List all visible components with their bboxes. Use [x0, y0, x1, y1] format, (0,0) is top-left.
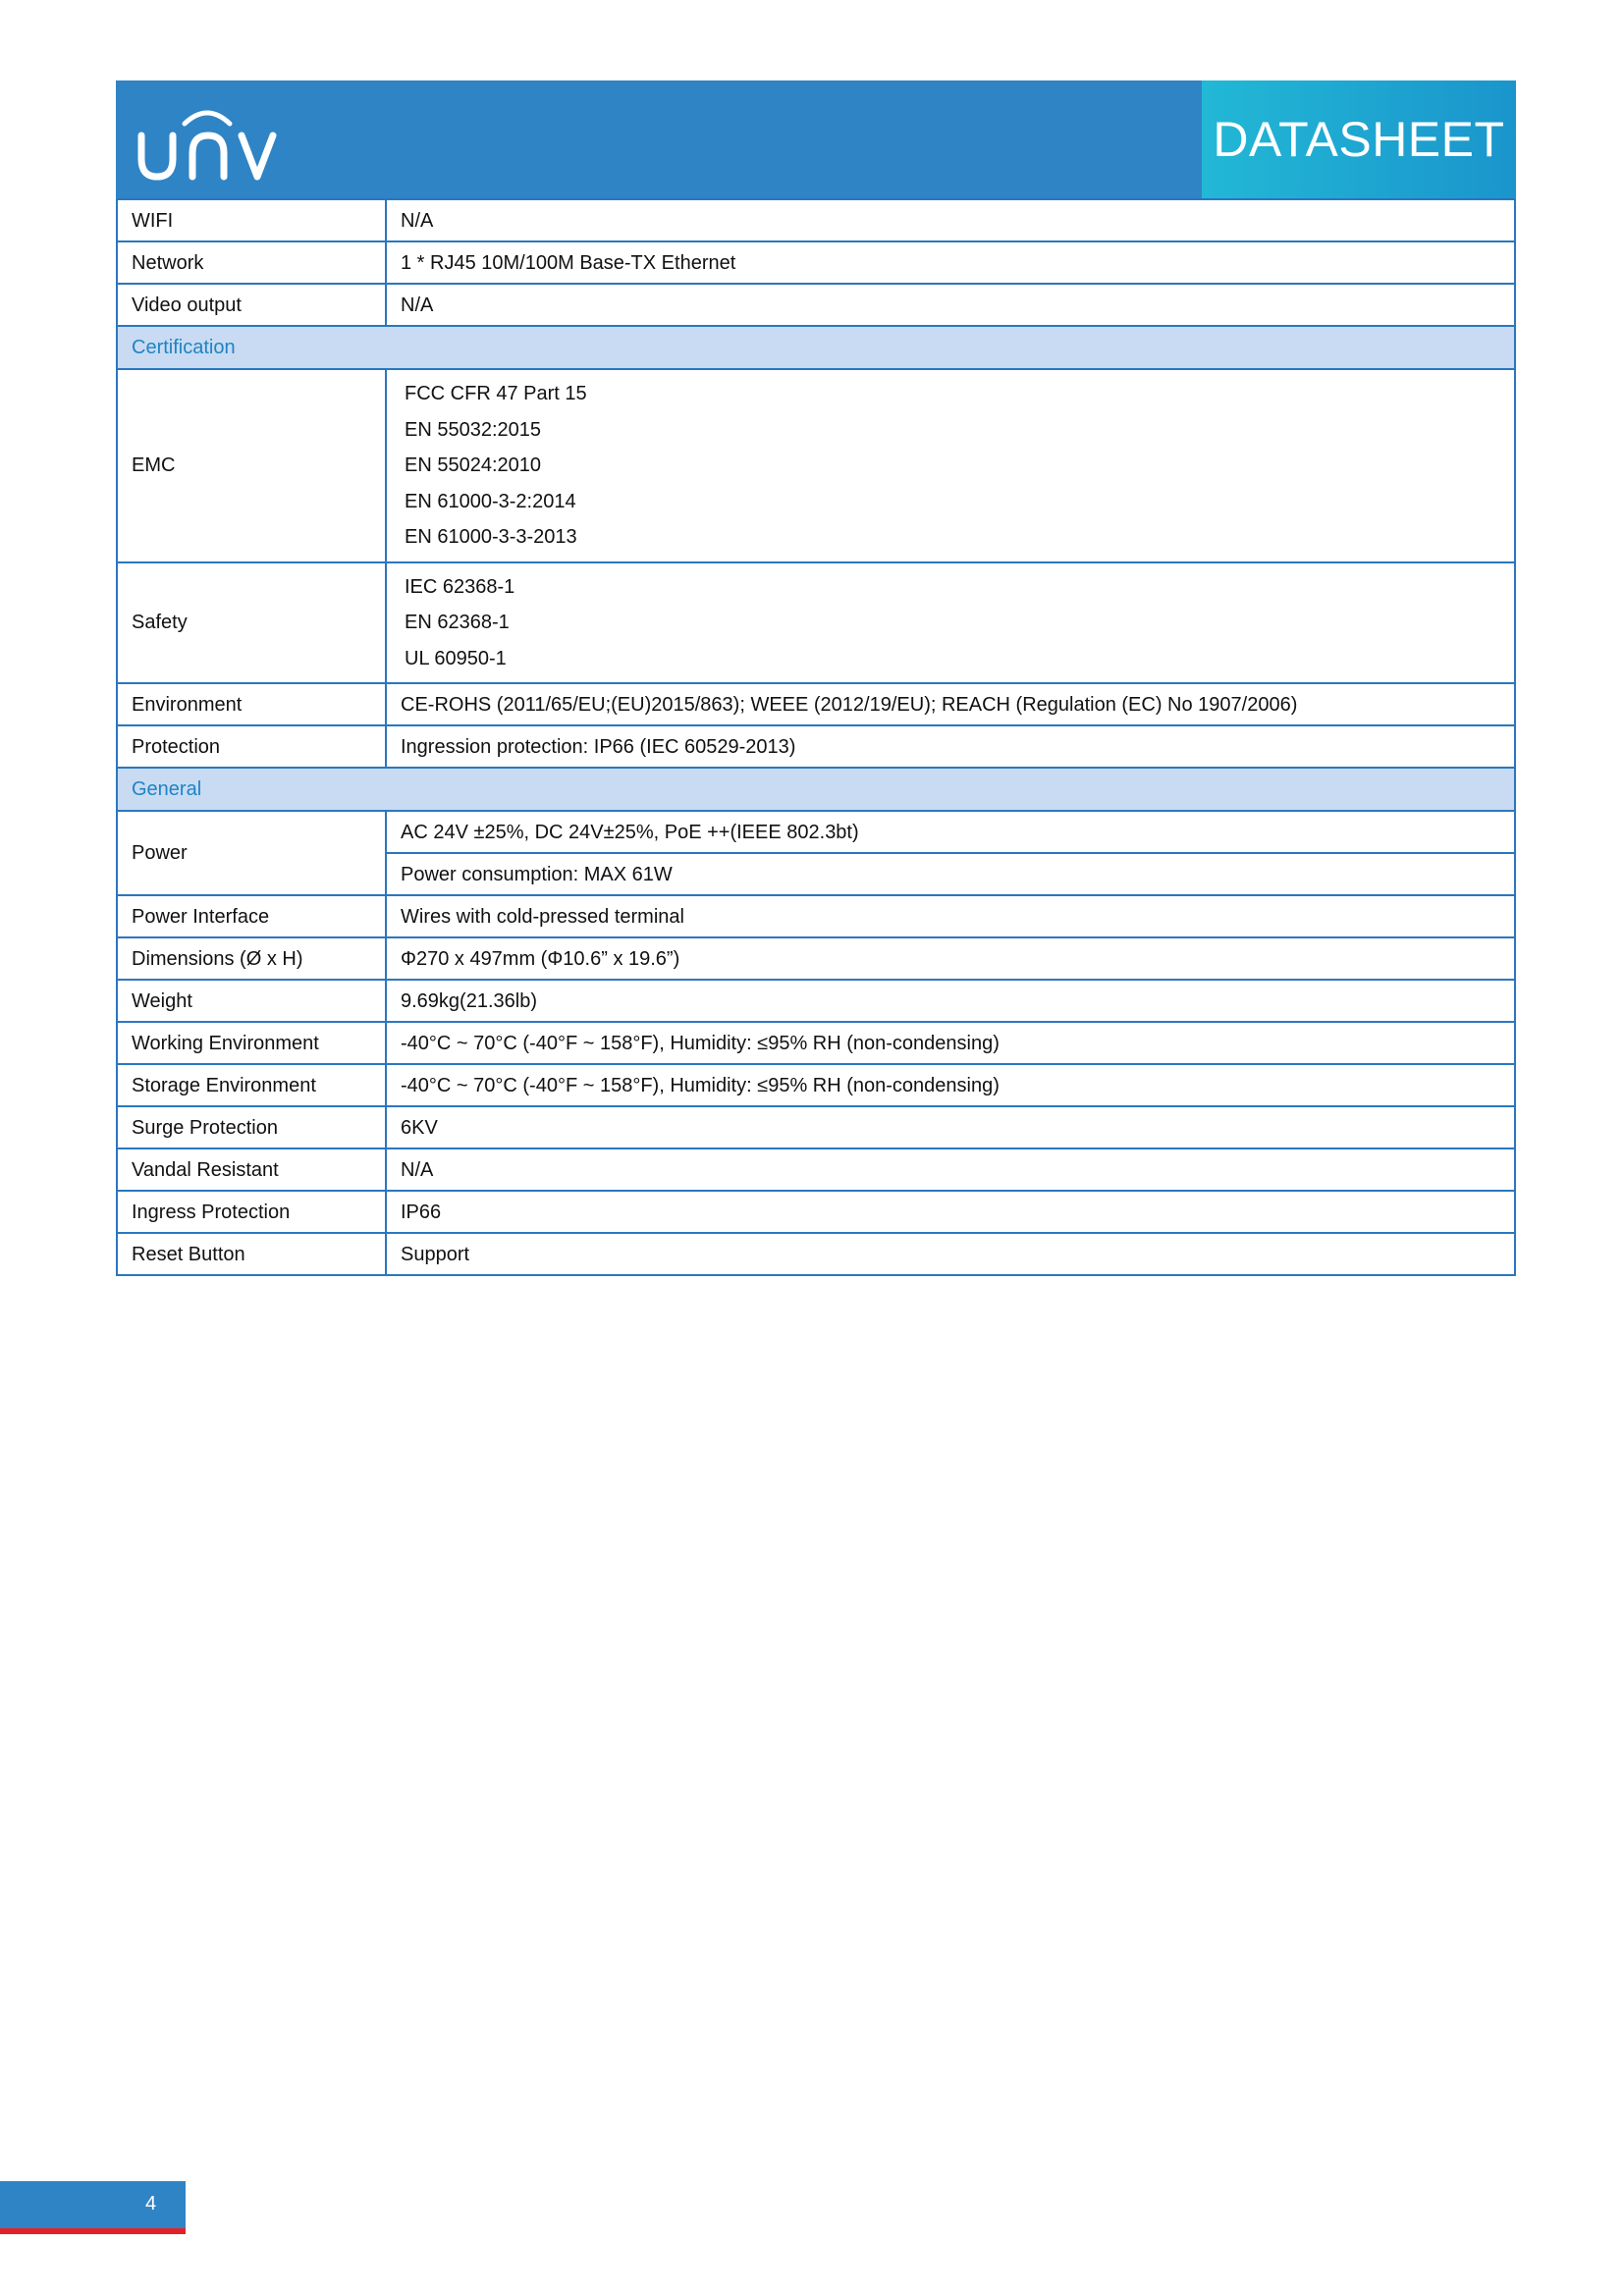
- page-number: 4: [145, 2193, 157, 2215]
- spec-value: Support: [386, 1233, 1515, 1275]
- spec-value: N/A: [386, 1148, 1515, 1191]
- section-title: Certification: [117, 326, 1515, 369]
- spec-label: Storage Environment: [117, 1064, 386, 1106]
- spec-value: IP66: [386, 1191, 1515, 1233]
- spec-value: [386, 369, 1515, 562]
- spec-label: Video output: [117, 284, 386, 326]
- page-header: [116, 80, 1516, 198]
- table-row: [117, 980, 1515, 1022]
- table-row: [117, 369, 1515, 562]
- section-row: [117, 326, 1515, 369]
- spec-label: Reset Button: [117, 1233, 386, 1275]
- spec-table: [116, 198, 1516, 1276]
- spec-value-line: IEC 62368-1: [405, 575, 515, 598]
- spec-value-line: EN 61000-3-3-2013: [405, 526, 577, 548]
- table-row: [117, 1148, 1515, 1191]
- spec-label: Vandal Resistant: [117, 1148, 386, 1191]
- spec-label: EMC: [117, 369, 386, 562]
- table-row: [117, 937, 1515, 980]
- spec-value: CE-ROHS (2011/65/EU;(EU)2015/863); WEEE (2012/19/EU); REACH (Regulation (EC) No 1907/2006): [386, 683, 1515, 725]
- spec-value-line: EN 62368-1: [405, 612, 510, 633]
- page-footer: [0, 2181, 186, 2234]
- table-row: [117, 562, 1515, 684]
- spec-label: Working Environment: [117, 1022, 386, 1064]
- spec-label: Environment: [117, 683, 386, 725]
- datasheet-badge: DATASHEET: [1202, 80, 1516, 198]
- table-row: [117, 683, 1515, 725]
- spec-value: AC 24V ±25%, DC 24V±25%, PoE ++(IEEE 802.3bt): [386, 811, 1515, 853]
- table-row: [117, 1233, 1515, 1275]
- spec-value-line: EN 55024:2010: [405, 454, 542, 476]
- spec-value: 9.69kg(21.36lb): [386, 980, 1515, 1022]
- table-row: [117, 1064, 1515, 1106]
- spec-label: Network: [117, 241, 386, 284]
- spec-label: Safety: [117, 562, 386, 684]
- spec-value: -40°C ~ 70°C (-40°F ~ 158°F), Humidity: ≤95% RH (non-condensing): [386, 1064, 1515, 1106]
- spec-label: WIFI: [117, 199, 386, 241]
- spec-value: Ingression protection: IP66 (IEC 60529-2013): [386, 725, 1515, 768]
- spec-label: Protection: [117, 725, 386, 768]
- table-row: [117, 895, 1515, 937]
- spec-label: Weight: [117, 980, 386, 1022]
- table-row: [117, 811, 1515, 853]
- spec-value-line: UL 60950-1: [405, 647, 507, 669]
- spec-value: [386, 562, 1515, 684]
- table-row: [117, 1106, 1515, 1148]
- spec-value-line: EN 61000-3-2:2014: [405, 490, 576, 512]
- spec-value: Φ270 x 497mm (Φ10.6” x 19.6”): [386, 937, 1515, 980]
- section-row: [117, 768, 1515, 811]
- spec-value: 6KV: [386, 1106, 1515, 1148]
- spec-value: Power consumption: MAX 61W: [386, 853, 1515, 895]
- spec-value-line: FCC CFR 47 Part 15: [405, 383, 587, 404]
- spec-value: 1 * RJ45 10M/100M Base-TX Ethernet: [386, 241, 1515, 284]
- spec-label: Dimensions (Ø x H): [117, 937, 386, 980]
- spec-label: Ingress Protection: [117, 1191, 386, 1233]
- spec-value: N/A: [386, 284, 1515, 326]
- table-row: [117, 241, 1515, 284]
- table-row: [117, 1191, 1515, 1233]
- spec-label: Surge Protection: [117, 1106, 386, 1148]
- spec-value-line: EN 55032:2015: [405, 418, 542, 441]
- unv-logo: [134, 98, 281, 187]
- section-title: General: [117, 768, 1515, 811]
- table-row: [117, 1022, 1515, 1064]
- spec-value: -40°C ~ 70°C (-40°F ~ 158°F), Humidity: ≤95% RH (non-condensing): [386, 1022, 1515, 1064]
- table-row: [117, 284, 1515, 326]
- spec-value: Wires with cold-pressed terminal: [386, 895, 1515, 937]
- table-row: [117, 199, 1515, 241]
- spec-label: Power: [117, 811, 386, 895]
- table-row: [117, 725, 1515, 768]
- spec-label: Power Interface: [117, 895, 386, 937]
- spec-value: N/A: [386, 199, 1515, 241]
